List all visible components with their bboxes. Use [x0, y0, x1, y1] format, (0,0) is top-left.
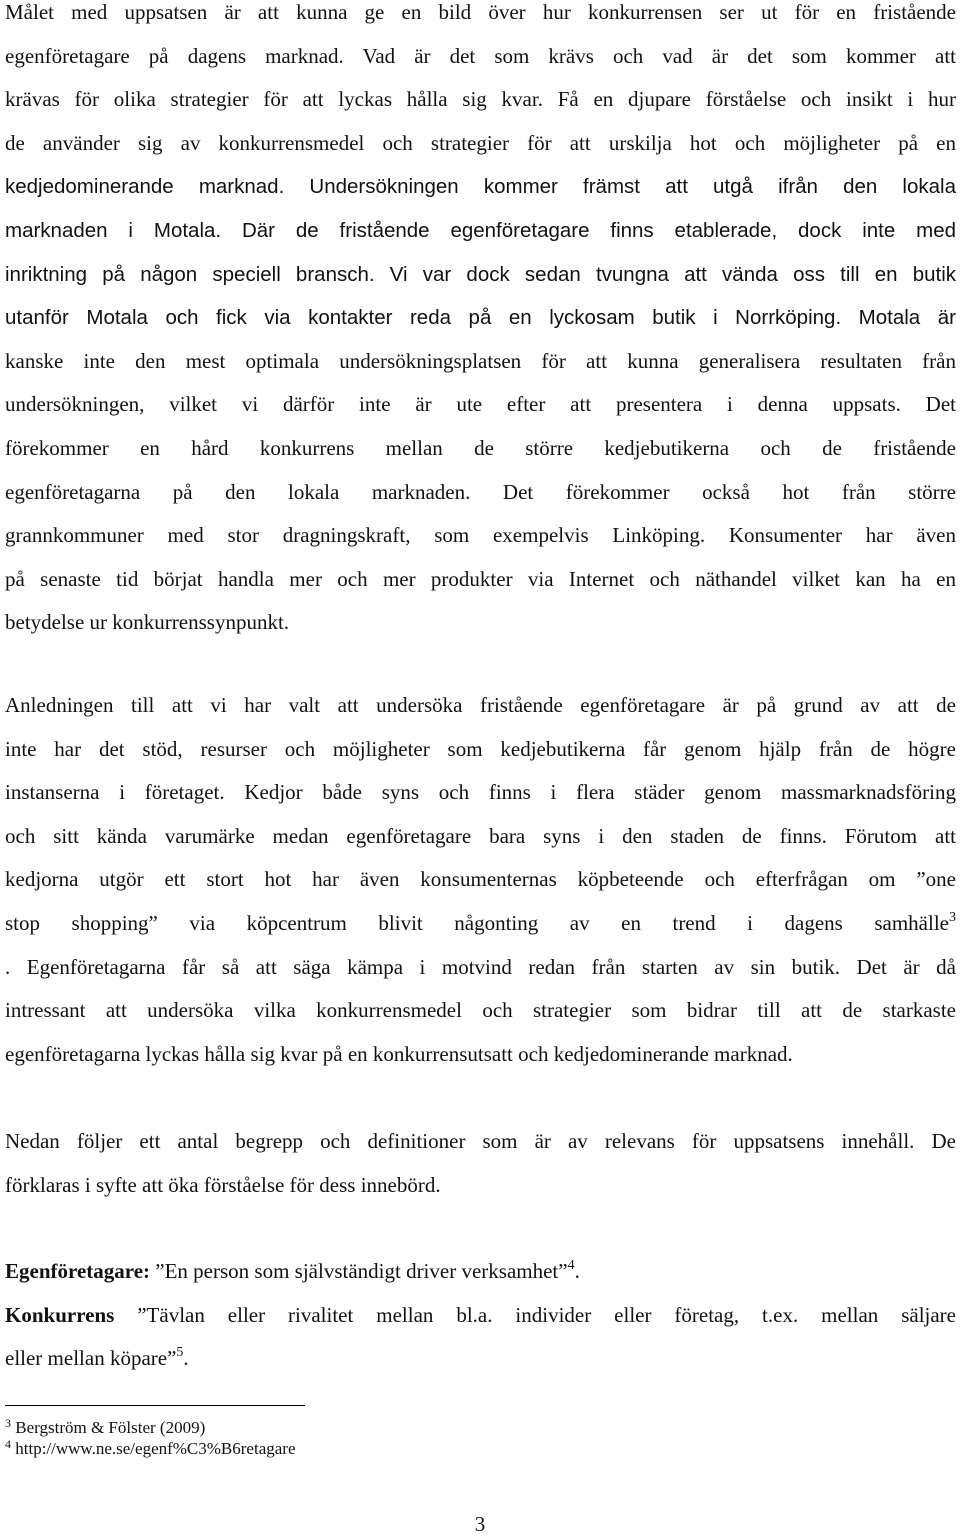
text-line: Målet med uppsatsen är att kunna ge en bild över hur konkurrensen ser ut för en fristående [5, 0, 956, 24]
paragraph-background [5, 684, 956, 1076]
text-line: och sitt kända varumärke medan egenföretagare bara syns i den staden de finns. Förutom att [5, 823, 956, 848]
definition-term: Konkurrens [5, 1302, 115, 1327]
definition-konkurrens-continued [5, 1337, 956, 1381]
definition-text: eller mellan köpare” [5, 1346, 177, 1371]
footnote-number: 3 [5, 1416, 11, 1430]
definition-text: ”En person som självständigt driver verksamhet” [150, 1259, 568, 1283]
footnote [5, 1417, 296, 1438]
footnote [5, 1438, 296, 1459]
paragraph-aim [5, 0, 956, 645]
text-line: förklaras i syfte att öka förståelse för dess innebörd. [5, 1172, 441, 1197]
definition-end: . [574, 1259, 580, 1283]
footnote-number: 4 [5, 1437, 11, 1451]
footnote-link[interactable]: http://www.ne.se/egenf%C3%B6retagare [15, 1439, 296, 1458]
text-line: grannkommuner med stor dragningskraft, som exempelvis Linköping. Konsumenter har även [5, 523, 956, 548]
text-line: kedjorna utgör ett stort hot har även konsumenternas köpbeteende och efterfrågan om ”one [5, 867, 956, 892]
text-line: inriktning på någon speciell bransch. Vi var dock sedan tvungna att vända oss till en butik [5, 262, 956, 286]
definitions-list [5, 1250, 956, 1381]
text-line: förekommer en hård konkurrens mellan de större kedjebutikerna och de fristående [5, 435, 956, 460]
definition-end: . [183, 1346, 189, 1371]
text-line: egenföretagarna lyckas hålla sig kvar på en konkurrensutsatt och kedjedominerande marknad. [5, 1041, 793, 1066]
footnote-separator [5, 1405, 305, 1406]
text-line: marknaden i Motala. Där de fristående egenföretagare finns etablerade, dock inte med [5, 218, 956, 242]
text-line: utanför Motala och fick via kontakter reda på en lyckosam butik i Norrköping. Motala är [5, 306, 956, 330]
text-line: egenföretagarna på den lokala marknaden. Det förekommer också hot från större [5, 479, 956, 504]
text-line: . Egenföretagarna får så att säga kämpa i motvind redan från starten av sin butik. Det är då [5, 954, 956, 979]
text-line: kanske inte den mest optimala undersökningsplatsen för att kunna generalisera resultaten från [5, 348, 956, 373]
text-line: krävas för olika strategier för att lyckas hålla sig kvar. Få en djupare förståelse och insikt i hur [5, 87, 956, 112]
footnote-reference[interactable]: 3 [949, 909, 956, 925]
footnote-reference[interactable]: 4 [567, 1258, 575, 1273]
text-line: Anledningen till att vi har valt att undersöka fristående egenföretagare är på grund av att de [5, 693, 956, 717]
definition-term: Egenföretagare: [5, 1259, 151, 1283]
definition-egenforetagare [5, 1250, 956, 1294]
footnote-text: Bergström & Fölster (2009) [15, 1418, 206, 1437]
text-line: egenföretagare på dagens marknad. Vad är det som krävs och vad är det som kommer att [5, 43, 956, 68]
footnote-reference[interactable]: 5 [176, 1345, 184, 1361]
footnotes [5, 1417, 296, 1459]
text-line: kedjedominerande marknad. Undersökningen kommer främst att utgå ifrån den lokala [5, 175, 956, 199]
text-line: de använder sig av konkurrensmedel och strategier för att urskilja hot och möjligheter på en [5, 130, 956, 155]
definition-konkurrens [5, 1294, 956, 1338]
text-line: undersökningen, vilket vi därför inte är ute efter att presentera i denna uppsats. Det [5, 392, 956, 417]
page-number: 3 [474, 1512, 486, 1536]
text-line: på senaste tid börjat handla mer och mer produkter via Internet och näthandel vilket kan ha en [5, 566, 956, 591]
definition-text: ”Tävlan eller rivalitet mellan bl.a. individer eller företag, t.ex. mellan säljare [114, 1302, 956, 1327]
text-line: instanserna i företaget. Kedjor både syns och finns i flera städer genom massmarknadsföring [5, 780, 956, 805]
text-line-with-footnote [5, 902, 956, 946]
text-line: intressant att undersöka vilka konkurrensmedel och strategier som bidrar till att de starkaste [5, 998, 956, 1023]
text-line: betydelse ur konkurrenssynpunkt. [5, 610, 290, 635]
paragraph-definitions-intro [5, 1120, 956, 1207]
text-line: inte har det stöd, resurser och möjligheter som kedjebutikerna får genom hjälp från de högre [5, 736, 956, 761]
text-line-content: stop shopping” via köpcentrum blivit någonting av en trend i dagens samhälle [5, 910, 949, 935]
text-line: Nedan följer ett antal begrepp och definitioner som är av relevans för uppsatsens innehåll. De [5, 1129, 956, 1153]
